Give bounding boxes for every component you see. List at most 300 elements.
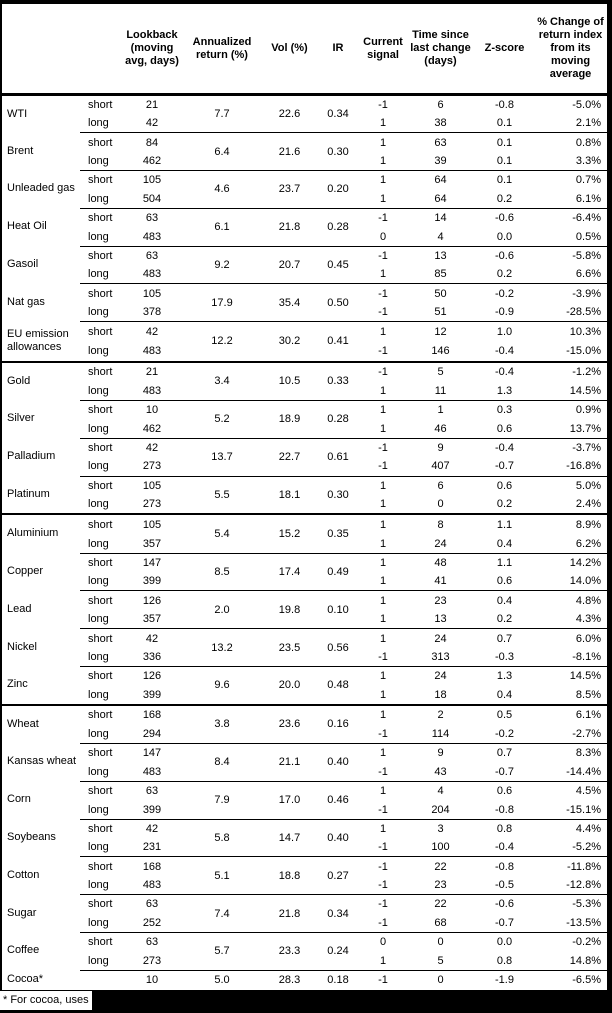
pct-change-value: 6.1%	[535, 704, 607, 725]
signal-value: -1	[359, 361, 407, 382]
lookback-value: 252	[142, 916, 162, 929]
pct-change-value: -5.3%	[535, 894, 607, 914]
zscore-value: 0.8	[474, 819, 535, 839]
days-since-change-value: 100	[431, 841, 450, 854]
column-header-lookback: Lookback (moving avg, days)	[122, 4, 182, 96]
vol-value: 17.4	[262, 553, 317, 591]
lookback-value: 42	[122, 438, 182, 458]
leg-label: short	[80, 361, 122, 382]
leg-label: long	[88, 879, 109, 892]
days-since-change-value: 6	[407, 476, 474, 496]
lookback-value: 63	[122, 246, 182, 266]
commodity-name: Nat gas	[7, 295, 45, 308]
vol-value: 17.0	[262, 781, 317, 819]
lookback-value: 21	[122, 361, 182, 382]
leg-label: long	[88, 192, 109, 205]
zscore-value: 1.0	[474, 321, 535, 342]
lookback-value: 42	[122, 321, 182, 342]
commodity-row	[2, 743, 607, 763]
lookback-value: 63	[122, 932, 182, 952]
zscore-value: 0.2	[496, 192, 513, 205]
days-since-change-value: 24	[434, 537, 447, 550]
signal-value: -1	[378, 916, 388, 929]
days-since-change-value: 8	[407, 513, 474, 534]
pct-change-value: -12.8%	[566, 879, 601, 892]
signal-value: 1	[379, 688, 387, 701]
signal-value: -1	[359, 970, 407, 990]
signal-value: -1	[359, 438, 407, 458]
commodity-name: EU emission allowances	[7, 327, 69, 353]
ir-value: 0.34	[317, 894, 359, 932]
days-since-change-value: 1	[407, 400, 474, 420]
zscore-value: -0.6	[474, 246, 535, 266]
table-body	[2, 96, 607, 990]
commodity-row	[2, 819, 607, 839]
header-row	[2, 4, 607, 96]
vol-value: 15.2	[262, 513, 317, 552]
annualized-return-value: 9.2	[182, 246, 262, 284]
ir-value: 0.24	[317, 932, 359, 970]
pct-change-value: 10.3%	[535, 321, 607, 342]
vol-value: 21.8	[262, 208, 317, 246]
zscore-value: -0.5	[495, 879, 514, 892]
zscore-value: -0.4	[495, 841, 514, 854]
lookback-value: 63	[122, 781, 182, 801]
ir-value: 0.50	[317, 283, 359, 321]
leg-label: long	[88, 803, 109, 816]
days-since-change-value: 68	[434, 916, 447, 929]
vol-value: 18.1	[262, 476, 317, 514]
pct-change-value: -28.5%	[566, 306, 601, 319]
lookback-value: 378	[142, 306, 162, 319]
signal-value: 1	[359, 590, 407, 610]
days-since-change-value: 51	[434, 306, 447, 319]
corner-blank	[2, 4, 122, 96]
commodity-name: Brent	[7, 144, 34, 157]
signal-value: 1	[359, 666, 407, 686]
ir-value: 0.18	[317, 970, 359, 990]
vol-value: 18.9	[262, 400, 317, 438]
ir-value: 0.40	[317, 743, 359, 781]
commodity-name: Aluminium	[2, 513, 80, 552]
signal-value: 1	[379, 154, 387, 167]
lookback-value: 483	[142, 345, 162, 358]
signal-value: 0	[359, 932, 407, 952]
zscore-value: 0.1	[474, 170, 535, 190]
ir-value: 0.49	[317, 553, 359, 591]
signal-value: 1	[379, 117, 387, 130]
ir-value: 0.45	[317, 246, 359, 284]
leg-label: short	[80, 321, 122, 342]
zscore-value: 0.4	[474, 590, 535, 610]
annualized-return-value: 12.2	[182, 321, 262, 361]
zscore-value: 0.2	[496, 498, 513, 511]
pct-change-value: 2.1%	[575, 117, 601, 130]
days-since-change-value: 6	[437, 99, 444, 112]
lookback-value: 483	[142, 268, 162, 281]
zscore-value: 0.6	[496, 575, 513, 588]
zscore-value: -1.9	[474, 970, 535, 990]
signal-value: 1	[359, 321, 407, 342]
signal-value: -1	[359, 246, 407, 266]
zscore-value: 1.3	[474, 666, 535, 686]
zscore-value: -0.4	[495, 345, 514, 358]
lookback-value: 63	[122, 208, 182, 228]
vol-value: 21.1	[262, 743, 317, 781]
zscore-value: -0.9	[495, 306, 514, 319]
ir-value: 0.41	[317, 321, 359, 361]
leg-label: long	[88, 154, 109, 167]
annualized-return-value: 5.5	[182, 476, 262, 514]
vol-value: 23.6	[262, 704, 317, 743]
pct-change-value: -15.0%	[566, 345, 601, 358]
commodity-row	[2, 704, 607, 725]
zscore-value: 0.6	[474, 476, 535, 496]
lookback-value: 357	[142, 613, 162, 626]
zscore-value: 0.7	[474, 743, 535, 763]
column-header-annualized-return: Annualized return (%)	[182, 4, 262, 96]
leg-label: short	[80, 438, 122, 458]
ir-value: 0.48	[317, 666, 359, 704]
pct-change-value: 0.9%	[535, 400, 607, 420]
signal-value: -1	[378, 650, 388, 663]
lookback-value: 231	[142, 841, 162, 854]
vol-value: 18.8	[262, 856, 317, 894]
signal-value: 1	[379, 498, 387, 511]
zscore-value: -0.3	[495, 650, 514, 663]
signal-value: 1	[359, 513, 407, 534]
signal-value: 1	[379, 192, 387, 205]
zscore-value: 0.6	[474, 781, 535, 801]
days-since-change-value: 22	[407, 894, 474, 914]
annualized-return-value: 4.6	[182, 170, 262, 208]
pct-change-value: -11.8%	[535, 856, 607, 876]
signal-value: 1	[379, 537, 387, 550]
lookback-value: 21	[145, 99, 159, 112]
days-since-change-value: 43	[434, 765, 447, 778]
commodity-name: Cotton	[7, 868, 40, 881]
pct-change-value: -5.0%	[572, 99, 601, 112]
pct-change-value: 14.5%	[535, 666, 607, 686]
lookback-value: 462	[142, 154, 162, 167]
days-since-change-value: 313	[431, 650, 450, 663]
signal-value: 1	[359, 400, 407, 420]
pct-change-value: 14.0%	[569, 575, 601, 588]
leg-label: long	[88, 498, 109, 511]
ir-value: 0.30	[317, 476, 359, 514]
pct-change-value: -16.8%	[566, 460, 601, 473]
days-since-change-value: 5	[407, 361, 474, 382]
vol-value: 14.7	[262, 819, 317, 857]
leg-label: long	[88, 688, 109, 701]
zscore-value: 0.8	[496, 954, 513, 967]
leg-label: short	[80, 932, 122, 952]
vol-value: 23.3	[262, 932, 317, 970]
zscore-value: 0.6	[496, 422, 513, 435]
days-since-change-value: 24	[407, 628, 474, 648]
vol-value: 23.5	[262, 628, 317, 666]
pct-change-value: 4.4%	[535, 819, 607, 839]
leg-label: long	[88, 575, 109, 588]
commodity-name: Platinum	[7, 487, 50, 500]
annualized-return-value: 9.6	[182, 666, 262, 704]
pct-change-value: 13.7%	[569, 422, 601, 435]
zscore-value: 0.5	[474, 704, 535, 725]
commodity-row	[2, 932, 607, 952]
commodity-row	[2, 438, 607, 458]
days-since-change-value: 12	[407, 321, 474, 342]
days-since-change-value: 23	[407, 590, 474, 610]
lookback-value: 294	[142, 727, 162, 740]
annualized-return-value: 5.2	[182, 400, 262, 438]
days-since-change-value: 4	[407, 781, 474, 801]
signal-value: 1	[379, 422, 387, 435]
signal-value: 1	[379, 268, 387, 281]
commodity-name: Cocoa*	[7, 973, 44, 986]
commodity-row	[2, 96, 607, 114]
leg-label: short	[80, 400, 122, 420]
leg-label: long	[88, 422, 109, 435]
lookback-value: 10	[122, 970, 182, 990]
pct-change-value: -13.5%	[566, 916, 601, 929]
pct-change-value: 3.3%	[575, 154, 601, 167]
days-since-change-value: 146	[431, 345, 450, 358]
commodity-row	[2, 132, 607, 152]
lookback-value: 42	[122, 819, 182, 839]
zscore-value: -0.7	[495, 916, 514, 929]
ir-value: 0.34	[327, 108, 349, 121]
ir-value: 0.46	[317, 781, 359, 819]
commodity-name: Unleaded gas	[7, 182, 75, 195]
leg-label: short	[80, 666, 122, 686]
ir-value: 0.28	[317, 208, 359, 246]
signal-value: 1	[379, 613, 387, 626]
leg-label: long	[88, 384, 109, 397]
days-since-change-value: 407	[431, 460, 450, 473]
ir-value: 0.56	[317, 628, 359, 666]
leg-label: short	[80, 170, 122, 190]
pct-change-value: 2.4%	[575, 498, 601, 511]
leg-label: short	[80, 283, 122, 303]
commodity-row	[2, 781, 607, 801]
ir-value: 0.30	[317, 132, 359, 170]
commodity-name: Corn	[7, 793, 31, 806]
commodity-name: Silver	[7, 412, 35, 425]
pct-change-value: -3.7%	[535, 438, 607, 458]
lookback-value: 42	[122, 628, 182, 648]
leg-label: long	[88, 954, 109, 967]
signal-value: 1	[359, 553, 407, 573]
leg-label: long	[88, 727, 109, 740]
column-header-vol: Vol (%)	[262, 4, 317, 96]
signal-value: 1	[359, 628, 407, 648]
annualized-return-value: 8.5	[182, 553, 262, 591]
leg-label: long	[88, 916, 109, 929]
days-since-change-value: 24	[407, 666, 474, 686]
annualized-return-value: 13.2	[182, 628, 262, 666]
days-since-change-value: 63	[407, 132, 474, 152]
leg-label: short	[80, 704, 122, 725]
annualized-return-value: 8.4	[182, 743, 262, 781]
days-since-change-value: 13	[434, 613, 447, 626]
signal-value: 1	[359, 819, 407, 839]
signal-value: 0	[379, 230, 387, 243]
ir-value: 0.61	[317, 438, 359, 476]
days-since-change-value: 64	[407, 170, 474, 190]
commodity-row	[2, 208, 607, 228]
vol-value: 20.7	[262, 246, 317, 284]
days-since-change-value: 2	[407, 704, 474, 725]
zscore-value: 0.2	[496, 613, 513, 626]
zscore-value: 1.1	[474, 513, 535, 534]
days-since-change-value: 46	[434, 422, 447, 435]
momentum-signals-table	[2, 4, 607, 990]
pct-change-value: -6.4%	[535, 208, 607, 228]
annualized-return-value: 5.0	[182, 970, 262, 990]
signal-value: -1	[378, 803, 388, 816]
leg-label: long	[88, 230, 109, 243]
leg-label: short	[80, 553, 122, 573]
leg-label: long	[88, 765, 109, 778]
days-since-change-value: 22	[407, 856, 474, 876]
commodity-name: Kansas wheat	[7, 755, 77, 768]
footnote-bar	[0, 990, 612, 1013]
pct-change-value: -14.4%	[566, 765, 601, 778]
lookback-value: 273	[142, 498, 162, 511]
pct-change-value: -5.2%	[572, 841, 601, 854]
pct-change-value: 0.5%	[575, 230, 601, 243]
commodity-row	[2, 666, 607, 686]
commodity-row	[2, 476, 607, 496]
ir-value: 0.28	[317, 400, 359, 438]
annualized-return-value: 5.4	[182, 513, 262, 552]
days-since-change-value: 38	[434, 117, 447, 130]
annualized-return-value: 17.9	[182, 283, 262, 321]
pct-change-value: 6.6%	[575, 268, 601, 281]
leg-label: short	[80, 476, 122, 496]
pct-change-value: 0.7%	[535, 170, 607, 190]
annualized-return-value: 5.7	[182, 932, 262, 970]
days-since-change-value: 41	[434, 575, 447, 588]
lookback-value: 147	[122, 553, 182, 573]
lookback-value: 399	[142, 688, 162, 701]
commodity-name: Soybeans	[7, 830, 56, 843]
leg-label: short	[80, 246, 122, 266]
pct-change-value: 8.3%	[535, 743, 607, 763]
commodity-row	[2, 553, 607, 573]
commodity-name: Gold	[2, 361, 80, 400]
column-header-zscore: Z-score	[474, 4, 535, 96]
vol-value: 10.5	[262, 361, 317, 400]
lookback-value: 483	[142, 230, 162, 243]
zscore-value: -0.4	[474, 438, 535, 458]
leg-label: short	[80, 856, 122, 876]
pct-change-value: 8.5%	[575, 688, 601, 701]
lookback-value: 462	[142, 422, 162, 435]
days-since-change-value: 50	[407, 283, 474, 303]
signal-value: -1	[359, 208, 407, 228]
days-since-change-value: 64	[434, 192, 447, 205]
vol-value: 23.7	[262, 170, 317, 208]
zscore-value: 1.1	[474, 553, 535, 573]
ir-value: 0.40	[317, 819, 359, 857]
lookback-value: 105	[122, 283, 182, 303]
column-header-ir: IR	[317, 4, 359, 96]
annualized-return-value: 5.1	[182, 856, 262, 894]
ir-value: 0.10	[317, 590, 359, 628]
annualized-return-value: 5.8	[182, 819, 262, 857]
lookback-value: 483	[142, 765, 162, 778]
annualized-return-value: 13.7	[182, 438, 262, 476]
zscore-value: 0.4	[496, 688, 513, 701]
zscore-value: -0.2	[474, 283, 535, 303]
days-since-change-value: 0	[407, 932, 474, 952]
signal-value: 1	[379, 575, 387, 588]
zscore-value: 0.2	[496, 268, 513, 281]
commodity-name: Wheat	[2, 704, 80, 743]
zscore-value: -0.8	[495, 803, 514, 816]
days-since-change-value: 39	[434, 154, 447, 167]
annualized-return-value: 6.1	[182, 208, 262, 246]
commodity-row	[2, 970, 607, 990]
signal-value: 1	[359, 170, 407, 190]
pct-change-value: 0.8%	[535, 132, 607, 152]
column-header-pct-change: % Change of return index from its moving average	[535, 4, 607, 96]
signal-value: 1	[359, 132, 407, 152]
days-since-change-value: 9	[407, 438, 474, 458]
signal-value: 1	[359, 476, 407, 496]
column-header-days-since-change: Time since last change (days)	[407, 4, 474, 96]
pct-change-value: -5.8%	[535, 246, 607, 266]
lookback-value: 84	[122, 132, 182, 152]
signal-value: 1	[359, 743, 407, 763]
signal-value: 1	[359, 781, 407, 801]
signal-value: -1	[359, 856, 407, 876]
lookback-value: 126	[122, 666, 182, 686]
annualized-return-value: 3.4	[182, 361, 262, 400]
days-since-change-value: 23	[434, 879, 447, 892]
ir-value: 0.16	[317, 704, 359, 743]
days-since-change-value: 0	[437, 498, 444, 511]
signal-value: -1	[359, 894, 407, 914]
commodity-row	[2, 513, 607, 534]
leg-label: long	[88, 117, 109, 130]
commodity-name: Copper	[7, 564, 44, 577]
days-since-change-value: 5	[437, 954, 444, 967]
lookback-value: 336	[142, 650, 162, 663]
pct-change-value: -1.2%	[535, 361, 607, 382]
vol-value: 21.8	[262, 894, 317, 932]
pct-change-value: 4.5%	[535, 781, 607, 801]
commodity-row	[2, 246, 607, 266]
commodity-row	[2, 400, 607, 420]
ir-value: 0.33	[317, 361, 359, 400]
pct-change-value: -6.5%	[535, 970, 607, 990]
zscore-value: 0.7	[474, 628, 535, 648]
vol-value: 22.6	[278, 108, 301, 121]
zscore-value: 0.0	[474, 932, 535, 952]
commodity-name: Coffee	[7, 944, 40, 957]
days-since-change-value: 14	[407, 208, 474, 228]
lookback-value: 399	[142, 803, 162, 816]
leg-label: short	[80, 513, 122, 534]
leg-label: short	[80, 819, 122, 839]
lookback-value: 42	[145, 117, 159, 130]
days-since-change-value: 48	[407, 553, 474, 573]
zscore-value: 0.1	[474, 132, 535, 152]
pct-change-value: 6.1%	[575, 192, 601, 205]
commodity-name: WTI	[7, 107, 28, 120]
